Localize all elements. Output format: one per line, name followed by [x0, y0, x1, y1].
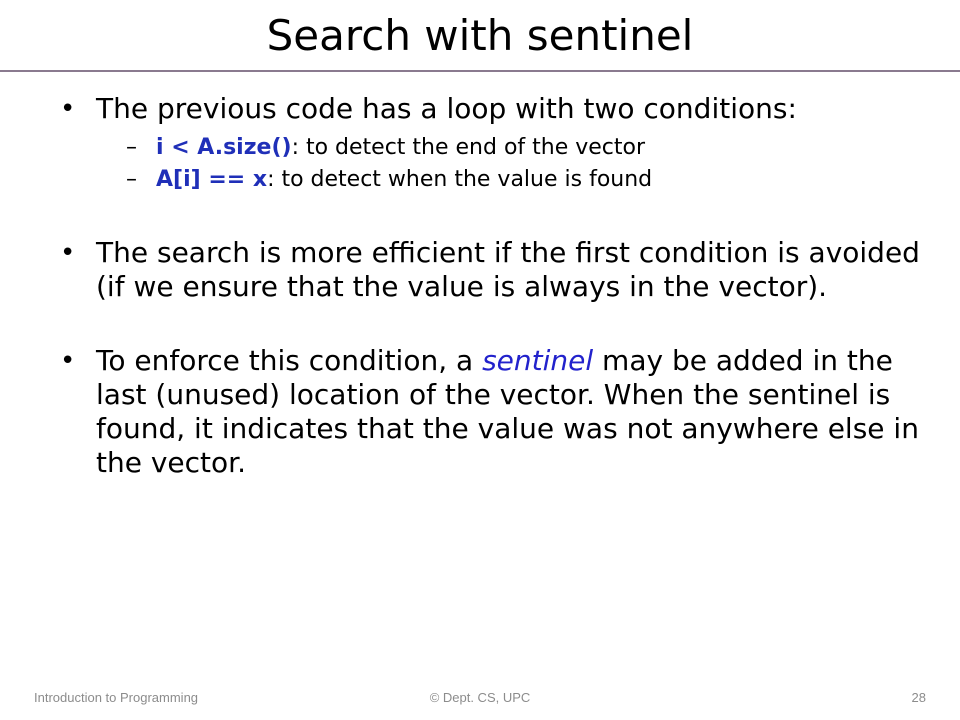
sub-item-2 — [60, 164, 920, 196]
title-divider — [0, 70, 960, 72]
sub-item-1-code: i < A.size() — [156, 135, 292, 160]
bullet-3-text-before: To enforce this condition, a — [96, 344, 483, 377]
page-number: 28 — [911, 690, 926, 705]
slide-title: Search with sentinel — [266, 11, 694, 60]
bullet-2-text: The search is more efficient if the first condition is avoided (if we ensure that the value is always in the vector). — [96, 236, 920, 303]
sub-item-2-text: : to detect when the value is found — [267, 167, 653, 192]
bullet-icon: • — [60, 238, 76, 268]
slide-body — [60, 92, 920, 480]
footer-course-name: Introduction to Programming — [34, 690, 199, 705]
sub-item-1 — [60, 132, 920, 164]
bullet-icon: • — [60, 94, 76, 124]
bullet-3-text-after: may be added in the last (unused) location of the vector. When the sentinel is found, it indicates that the value was not anywhere else in the vector. — [96, 344, 919, 479]
sub-item-2-code: A[i] == x — [156, 167, 268, 192]
sentinel-emphasis: sentinel — [482, 344, 594, 377]
dash-icon: – — [126, 167, 137, 192]
bullet-item-1 — [60, 92, 920, 126]
bullet-item-3 — [60, 344, 920, 480]
bullet-icon: • — [60, 346, 76, 376]
dash-icon: – — [126, 135, 137, 160]
footer-copyright: © Dept. CS, UPC — [429, 690, 531, 705]
bullet-item-2 — [60, 236, 920, 304]
sub-item-1-text: : to detect the end of the vector — [291, 135, 646, 160]
bullet-1-text: The previous code has a loop with two conditions: — [96, 92, 797, 125]
